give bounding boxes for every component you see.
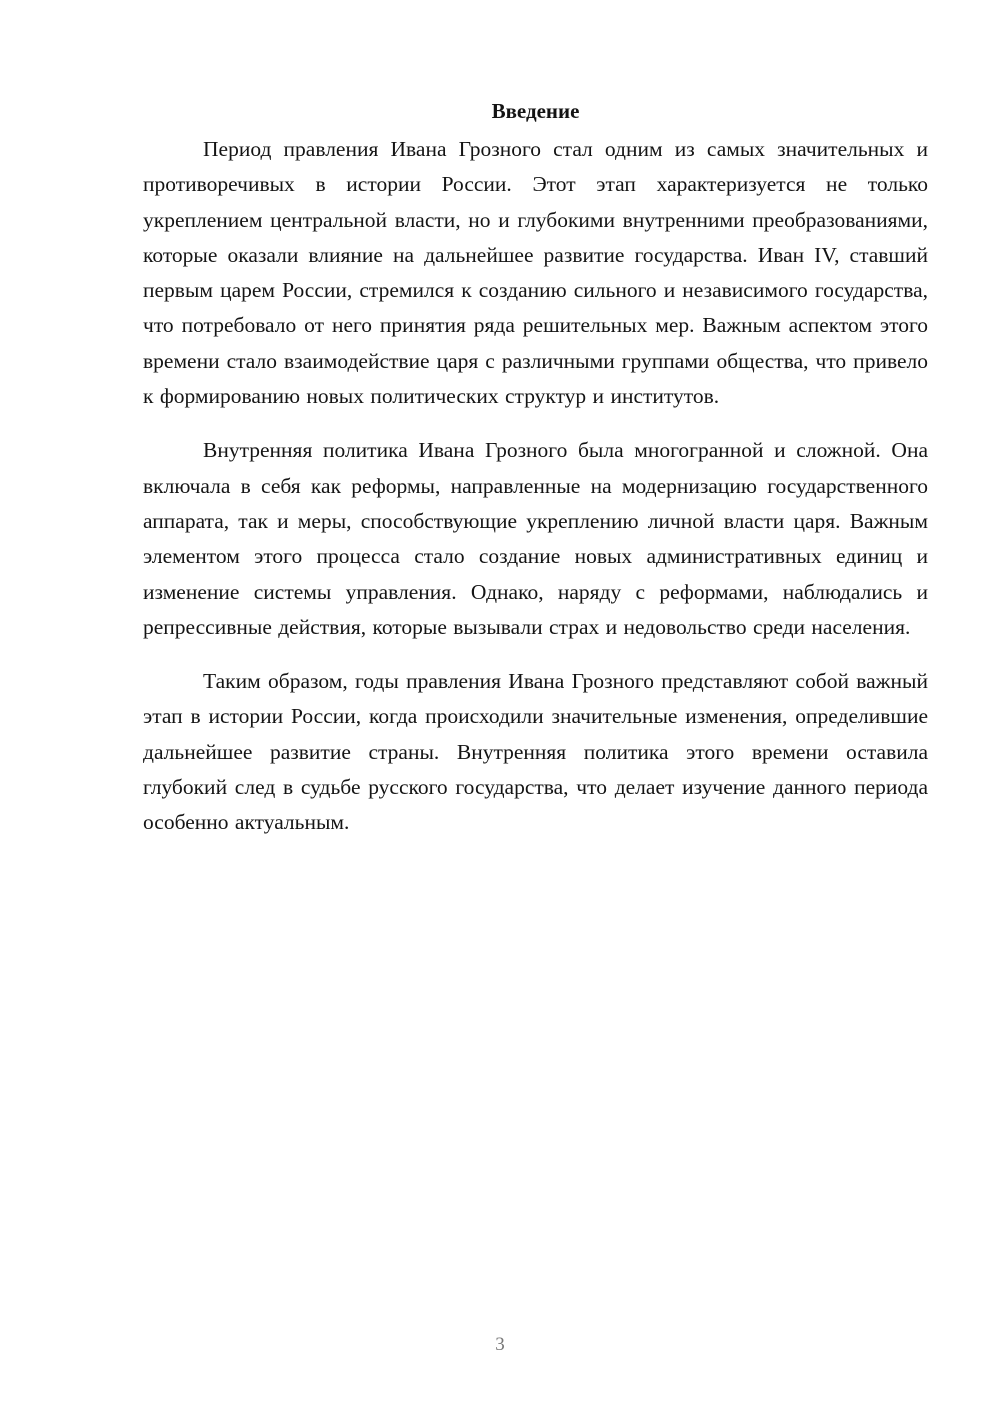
page-content xyxy=(143,96,928,860)
paragraph-1: Период правления Ивана Грозного стал одним из самых значительных и противоречивых в истории России. Этот этап характеризуется не только укреплением центральной власти, но и глубокими внутренними преобразованиями, которые оказали влияние на дальнейшее развитие государства. Иван IV, ставший первым царем России, стремился к созданию сильного и независимого государства, что потребовало от него принятия ряда решительных мер. Важным аспектом этого времени стало взаимодействие царя с различными группами общества, что привело к формированию новых политических структур и институтов. xyxy=(143,137,928,409)
paragraph-2: Внутренняя политика Ивана Грозного была многогранной и сложной. Она включала в себя как реформы, направленные на модернизацию государственного аппарата, так и меры, способствующие укреплению личной власти царя. Важным элементом этого процесса стало создание новых административных единиц и изменение системы управления. Однако, наряду с реформами, наблюдались и репрессивные действия, которые вызывали страх и недовольство среди населения. xyxy=(143,438,928,639)
page-number: 3 xyxy=(495,1334,505,1355)
paragraph-3: Таким образом, годы правления Ивана Грозного представляют собой важный этап в истории России, когда происходили значительные изменения, определившие дальнейшее развитие страны. Внутренняя политика этого времени оставила глубокий след в судьбе русского государства, что делает изучение данного периода особенно актуальным. xyxy=(143,669,928,835)
section-heading: Введение xyxy=(491,99,580,123)
